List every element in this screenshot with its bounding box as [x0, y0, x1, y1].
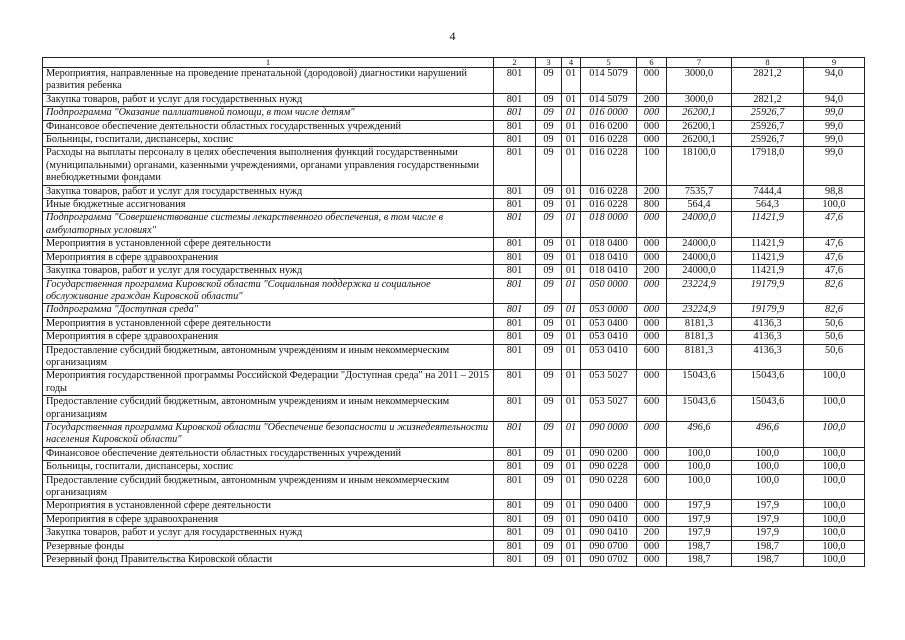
expenditure-name: Подпрограмма "Оказание паллиативной помощи, в том числе детям" — [43, 107, 494, 120]
planned-amount: 3000,0 — [667, 68, 732, 94]
target-article-code: 018 0400 — [581, 238, 637, 251]
expense-type-code: 000 — [637, 331, 667, 344]
expense-type-code: 600 — [637, 344, 667, 370]
section-code: 09 — [536, 134, 562, 147]
ministry-code: 801 — [494, 278, 536, 304]
section-code: 09 — [536, 396, 562, 422]
expenditure-name: Мероприятия в сфере здравоохранения — [43, 251, 494, 264]
target-article-code: 016 0228 — [581, 199, 637, 212]
section-code: 09 — [536, 212, 562, 238]
expense-type-code: 000 — [637, 421, 667, 447]
execution-percent: 100,0 — [804, 421, 865, 447]
subsection-code: 01 — [562, 447, 581, 460]
table-row — [43, 265, 865, 278]
section-code: 09 — [536, 93, 562, 106]
ministry-code: 801 — [494, 107, 536, 120]
ministry-code: 801 — [494, 474, 536, 500]
expense-type-code: 600 — [637, 396, 667, 422]
executed-amount: 4136,3 — [732, 317, 804, 330]
target-article-code: 090 0410 — [581, 527, 637, 540]
table-row — [43, 500, 865, 513]
expenditure-name: Государственная программа Кировской области "Обеспечение безопасности и жизнедеятельности населения Кировской области" — [43, 421, 494, 447]
expense-type-code: 000 — [637, 500, 667, 513]
expenditure-name: Резервные фонды — [43, 540, 494, 553]
execution-percent: 47,6 — [804, 251, 865, 264]
execution-percent: 99,0 — [804, 147, 865, 185]
execution-percent: 47,6 — [804, 238, 865, 251]
executed-amount: 197,9 — [732, 513, 804, 526]
target-article-code: 053 0410 — [581, 331, 637, 344]
section-code: 09 — [536, 251, 562, 264]
subsection-code: 01 — [562, 120, 581, 133]
execution-percent: 94,0 — [804, 68, 865, 94]
executed-amount: 564,3 — [732, 199, 804, 212]
expense-type-code: 000 — [637, 461, 667, 474]
ministry-code: 801 — [494, 265, 536, 278]
subsection-code: 01 — [562, 370, 581, 396]
planned-amount: 26200,1 — [667, 134, 732, 147]
budget-table — [42, 57, 865, 567]
subsection-code: 01 — [562, 344, 581, 370]
expenditure-name: Мероприятия в установленной сфере деятельности — [43, 500, 494, 513]
section-code: 09 — [536, 317, 562, 330]
target-article-code: 018 0000 — [581, 212, 637, 238]
section-code: 09 — [536, 554, 562, 567]
table-row — [43, 527, 865, 540]
ministry-code: 801 — [494, 396, 536, 422]
executed-amount: 11421,9 — [732, 251, 804, 264]
planned-amount: 18100,0 — [667, 147, 732, 185]
planned-amount: 197,9 — [667, 500, 732, 513]
target-article-code: 053 5027 — [581, 396, 637, 422]
expenditure-name: Финансовое обеспечение деятельности областных государственных учреждений — [43, 447, 494, 460]
planned-amount: 496,6 — [667, 421, 732, 447]
subsection-code: 01 — [562, 396, 581, 422]
execution-percent: 50,6 — [804, 344, 865, 370]
executed-amount: 17918,0 — [732, 147, 804, 185]
section-code: 09 — [536, 331, 562, 344]
execution-percent: 98,8 — [804, 185, 865, 198]
target-article-code: 053 0400 — [581, 317, 637, 330]
execution-percent: 100,0 — [804, 199, 865, 212]
section-code: 09 — [536, 304, 562, 317]
ministry-code: 801 — [494, 461, 536, 474]
ministry-code: 801 — [494, 68, 536, 94]
executed-amount: 100,0 — [732, 447, 804, 460]
subsection-code: 01 — [562, 107, 581, 120]
expense-type-code: 000 — [637, 540, 667, 553]
target-article-code: 018 0410 — [581, 265, 637, 278]
table-row — [43, 513, 865, 526]
planned-amount: 15043,6 — [667, 396, 732, 422]
expenditure-name: Подпрограмма "Совершенствование системы лекарственного обеспечения, в том числе в амбулаторных условиях" — [43, 212, 494, 238]
section-code: 09 — [536, 278, 562, 304]
ministry-code: 801 — [494, 199, 536, 212]
section-code: 09 — [536, 370, 562, 396]
table-row — [43, 474, 865, 500]
subsection-code: 01 — [562, 265, 581, 278]
execution-percent: 50,6 — [804, 317, 865, 330]
executed-amount: 19179,9 — [732, 304, 804, 317]
column-number: 5 — [581, 58, 637, 68]
executed-amount: 15043,6 — [732, 396, 804, 422]
table-row — [43, 93, 865, 106]
section-code: 09 — [536, 474, 562, 500]
planned-amount: 24000,0 — [667, 251, 732, 264]
target-article-code: 053 5027 — [581, 370, 637, 396]
expenditure-name: Мероприятия, направленные на проведение пренатальной (дородовой) диагностики нарушений развития ребенка — [43, 68, 494, 94]
ministry-code: 801 — [494, 554, 536, 567]
expense-type-code: 100 — [637, 147, 667, 185]
executed-amount: 100,0 — [732, 461, 804, 474]
execution-percent: 100,0 — [804, 396, 865, 422]
table-row — [43, 120, 865, 133]
subsection-code: 01 — [562, 68, 581, 94]
expenditure-name: Закупка товаров, работ и услуг для государственных нужд — [43, 527, 494, 540]
target-article-code: 016 0000 — [581, 107, 637, 120]
ministry-code: 801 — [494, 540, 536, 553]
target-article-code: 016 0200 — [581, 120, 637, 133]
expense-type-code: 000 — [637, 68, 667, 94]
subsection-code: 01 — [562, 134, 581, 147]
expenditure-name: Мероприятия в установленной сфере деятельности — [43, 238, 494, 251]
planned-amount: 7535,7 — [667, 185, 732, 198]
table-row — [43, 421, 865, 447]
section-code: 09 — [536, 265, 562, 278]
execution-percent: 100,0 — [804, 370, 865, 396]
table-row — [43, 278, 865, 304]
section-code: 09 — [536, 238, 562, 251]
execution-percent: 100,0 — [804, 500, 865, 513]
column-number: 2 — [494, 58, 536, 68]
section-code: 09 — [536, 500, 562, 513]
executed-amount: 197,9 — [732, 500, 804, 513]
table-row — [43, 554, 865, 567]
executed-amount: 496,6 — [732, 421, 804, 447]
execution-percent: 82,6 — [804, 278, 865, 304]
ministry-code: 801 — [494, 120, 536, 133]
planned-amount: 24000,0 — [667, 265, 732, 278]
ministry-code: 801 — [494, 212, 536, 238]
expenditure-name: Закупка товаров, работ и услуг для государственных нужд — [43, 265, 494, 278]
executed-amount: 25926,7 — [732, 120, 804, 133]
expenditure-name: Мероприятия в сфере здравоохранения — [43, 331, 494, 344]
expenditure-name: Предоставление субсидий бюджетным, автономным учреждениям и иным некоммерческим организациям — [43, 474, 494, 500]
expense-type-code: 200 — [637, 527, 667, 540]
planned-amount: 26200,1 — [667, 120, 732, 133]
subsection-code: 01 — [562, 331, 581, 344]
planned-amount: 8181,3 — [667, 317, 732, 330]
execution-percent: 100,0 — [804, 527, 865, 540]
expenditure-name: Предоставление субсидий бюджетным, автономным учреждениям и иным некоммерческим организациям — [43, 344, 494, 370]
ministry-code: 801 — [494, 238, 536, 251]
expenditure-name: Мероприятия в сфере здравоохранения — [43, 513, 494, 526]
target-article-code: 090 0228 — [581, 461, 637, 474]
subsection-code: 01 — [562, 500, 581, 513]
execution-percent: 100,0 — [804, 461, 865, 474]
ministry-code: 801 — [494, 134, 536, 147]
section-code: 09 — [536, 447, 562, 460]
subsection-code: 01 — [562, 93, 581, 106]
section-code: 09 — [536, 344, 562, 370]
table-row — [43, 540, 865, 553]
table-row — [43, 238, 865, 251]
target-article-code: 016 0228 — [581, 134, 637, 147]
executed-amount: 4136,3 — [732, 344, 804, 370]
subsection-code: 01 — [562, 474, 581, 500]
expense-type-code: 000 — [637, 317, 667, 330]
section-code: 09 — [536, 199, 562, 212]
target-article-code: 090 0200 — [581, 447, 637, 460]
planned-amount: 100,0 — [667, 474, 732, 500]
target-article-code: 090 0700 — [581, 540, 637, 553]
executed-amount: 25926,7 — [732, 107, 804, 120]
executed-amount: 25926,7 — [732, 134, 804, 147]
executed-amount: 197,9 — [732, 527, 804, 540]
target-article-code: 016 0228 — [581, 147, 637, 185]
execution-percent: 100,0 — [804, 554, 865, 567]
table-row — [43, 251, 865, 264]
subsection-code: 01 — [562, 147, 581, 185]
subsection-code: 01 — [562, 304, 581, 317]
section-code: 09 — [536, 421, 562, 447]
execution-percent: 99,0 — [804, 120, 865, 133]
target-article-code: 090 0410 — [581, 513, 637, 526]
expense-type-code: 000 — [637, 278, 667, 304]
executed-amount: 11421,9 — [732, 238, 804, 251]
expenditure-name: Предоставление субсидий бюджетным, автономным учреждениям и иным некоммерческим организациям — [43, 396, 494, 422]
table-row — [43, 134, 865, 147]
subsection-code: 01 — [562, 461, 581, 474]
executed-amount: 11421,9 — [732, 265, 804, 278]
expenditure-name: Расходы на выплаты персоналу в целях обеспечения выполнения функций государственными (муниципальными) органами, казенными учреждениями, органами управления государственными внебюджетными фондами — [43, 147, 494, 185]
subsection-code: 01 — [562, 317, 581, 330]
expenditure-name: Резервный фонд Правительства Кировской области — [43, 554, 494, 567]
subsection-code: 01 — [562, 554, 581, 567]
column-number: 6 — [637, 58, 667, 68]
ministry-code: 801 — [494, 370, 536, 396]
table-row — [43, 68, 865, 94]
table-row — [43, 317, 865, 330]
executed-amount: 2821,2 — [732, 68, 804, 94]
execution-percent: 99,0 — [804, 134, 865, 147]
column-number: 1 — [43, 58, 494, 68]
executed-amount: 198,7 — [732, 554, 804, 567]
expenditure-name: Мероприятия государственной программы Российской Федерации "Доступная среда" на 2011 – 2015 годы — [43, 370, 494, 396]
expenditure-name: Больницы, госпитали, диспансеры, хоспис — [43, 134, 494, 147]
executed-amount: 7444,4 — [732, 185, 804, 198]
target-article-code: 014 5079 — [581, 68, 637, 94]
expense-type-code: 000 — [637, 370, 667, 396]
executed-amount: 4136,3 — [732, 331, 804, 344]
planned-amount: 197,9 — [667, 513, 732, 526]
table-row — [43, 185, 865, 198]
planned-amount: 23224,9 — [667, 304, 732, 317]
ministry-code: 801 — [494, 527, 536, 540]
target-article-code: 014 5079 — [581, 93, 637, 106]
planned-amount: 197,9 — [667, 527, 732, 540]
execution-percent: 50,6 — [804, 331, 865, 344]
table-row — [43, 344, 865, 370]
column-number: 3 — [536, 58, 562, 68]
expense-type-code: 800 — [637, 199, 667, 212]
ministry-code: 801 — [494, 344, 536, 370]
subsection-code: 01 — [562, 540, 581, 553]
execution-percent: 100,0 — [804, 513, 865, 526]
execution-percent: 100,0 — [804, 540, 865, 553]
target-article-code: 090 0228 — [581, 474, 637, 500]
table-row — [43, 107, 865, 120]
expense-type-code: 200 — [637, 265, 667, 278]
target-article-code: 018 0410 — [581, 251, 637, 264]
expense-type-code: 200 — [637, 185, 667, 198]
planned-amount: 24000,0 — [667, 238, 732, 251]
target-article-code: 053 0000 — [581, 304, 637, 317]
table-row — [43, 199, 865, 212]
executed-amount: 100,0 — [732, 474, 804, 500]
executed-amount: 15043,6 — [732, 370, 804, 396]
page-number: 4 — [449, 29, 456, 43]
table-row — [43, 447, 865, 460]
expenditure-name: Мероприятия в установленной сфере деятельности — [43, 317, 494, 330]
execution-percent: 99,0 — [804, 107, 865, 120]
planned-amount: 564,4 — [667, 199, 732, 212]
execution-percent: 47,6 — [804, 212, 865, 238]
planned-amount: 198,7 — [667, 554, 732, 567]
expense-type-code: 000 — [637, 120, 667, 133]
expense-type-code: 000 — [637, 134, 667, 147]
executed-amount: 19179,9 — [732, 278, 804, 304]
planned-amount: 23224,9 — [667, 278, 732, 304]
table-row — [43, 212, 865, 238]
subsection-code: 01 — [562, 421, 581, 447]
section-code: 09 — [536, 540, 562, 553]
section-code: 09 — [536, 185, 562, 198]
section-code: 09 — [536, 461, 562, 474]
ministry-code: 801 — [494, 185, 536, 198]
expenditure-name: Государственная программа Кировской области "Социальная поддержка и социальное обслуживание граждан Кировской области" — [43, 278, 494, 304]
execution-percent: 47,6 — [804, 265, 865, 278]
table-row — [43, 304, 865, 317]
planned-amount: 8181,3 — [667, 344, 732, 370]
target-article-code: 090 0000 — [581, 421, 637, 447]
expenditure-name: Иные бюджетные ассигнования — [43, 199, 494, 212]
expense-type-code: 600 — [637, 474, 667, 500]
planned-amount: 8181,3 — [667, 331, 732, 344]
subsection-code: 01 — [562, 199, 581, 212]
ministry-code: 801 — [494, 513, 536, 526]
expenditure-name: Подпрограмма "Доступная среда" — [43, 304, 494, 317]
expenditure-name: Больницы, госпитали, диспансеры, хоспис — [43, 461, 494, 474]
subsection-code: 01 — [562, 278, 581, 304]
planned-amount: 24000,0 — [667, 212, 732, 238]
expense-type-code: 000 — [637, 304, 667, 317]
ministry-code: 801 — [494, 317, 536, 330]
table-row — [43, 331, 865, 344]
subsection-code: 01 — [562, 185, 581, 198]
column-number: 9 — [804, 58, 865, 68]
planned-amount: 198,7 — [667, 540, 732, 553]
target-article-code: 053 0410 — [581, 344, 637, 370]
expense-type-code: 000 — [637, 212, 667, 238]
section-code: 09 — [536, 147, 562, 185]
table-row — [43, 461, 865, 474]
subsection-code: 01 — [562, 513, 581, 526]
expenditure-name: Финансовое обеспечение деятельности областных государственных учреждений — [43, 120, 494, 133]
execution-percent: 82,6 — [804, 304, 865, 317]
expense-type-code: 200 — [637, 93, 667, 106]
ministry-code: 801 — [494, 304, 536, 317]
execution-percent: 100,0 — [804, 474, 865, 500]
section-code: 09 — [536, 107, 562, 120]
planned-amount: 100,0 — [667, 447, 732, 460]
executed-amount: 198,7 — [732, 540, 804, 553]
section-code: 09 — [536, 68, 562, 94]
ministry-code: 801 — [494, 421, 536, 447]
target-article-code: 016 0228 — [581, 185, 637, 198]
executed-amount: 11421,9 — [732, 212, 804, 238]
ministry-code: 801 — [494, 147, 536, 185]
table-body — [43, 58, 865, 567]
subsection-code: 01 — [562, 238, 581, 251]
planned-amount: 26200,1 — [667, 107, 732, 120]
column-number: 8 — [732, 58, 804, 68]
expense-type-code: 000 — [637, 513, 667, 526]
section-code: 09 — [536, 527, 562, 540]
target-article-code: 090 0400 — [581, 500, 637, 513]
section-code: 09 — [536, 120, 562, 133]
ministry-code: 801 — [494, 331, 536, 344]
column-number: 7 — [667, 58, 732, 68]
expense-type-code: 000 — [637, 447, 667, 460]
table-row — [43, 370, 865, 396]
column-number-row — [43, 58, 865, 68]
expense-type-code: 000 — [637, 554, 667, 567]
ministry-code: 801 — [494, 251, 536, 264]
subsection-code: 01 — [562, 527, 581, 540]
expenditure-name: Закупка товаров, работ и услуг для государственных нужд — [43, 93, 494, 106]
expense-type-code: 000 — [637, 107, 667, 120]
execution-percent: 100,0 — [804, 447, 865, 460]
expenditure-name: Закупка товаров, работ и услуг для государственных нужд — [43, 185, 494, 198]
subsection-code: 01 — [562, 212, 581, 238]
ministry-code: 801 — [494, 447, 536, 460]
subsection-code: 01 — [562, 251, 581, 264]
ministry-code: 801 — [494, 93, 536, 106]
table-row — [43, 396, 865, 422]
section-code: 09 — [536, 513, 562, 526]
planned-amount: 100,0 — [667, 461, 732, 474]
planned-amount: 15043,6 — [667, 370, 732, 396]
expense-type-code: 000 — [637, 238, 667, 251]
planned-amount: 3000,0 — [667, 93, 732, 106]
table-row — [43, 147, 865, 185]
execution-percent: 94,0 — [804, 93, 865, 106]
target-article-code: 090 0702 — [581, 554, 637, 567]
target-article-code: 050 0000 — [581, 278, 637, 304]
column-number: 4 — [562, 58, 581, 68]
expense-type-code: 000 — [637, 251, 667, 264]
executed-amount: 2821,2 — [732, 93, 804, 106]
ministry-code: 801 — [494, 500, 536, 513]
